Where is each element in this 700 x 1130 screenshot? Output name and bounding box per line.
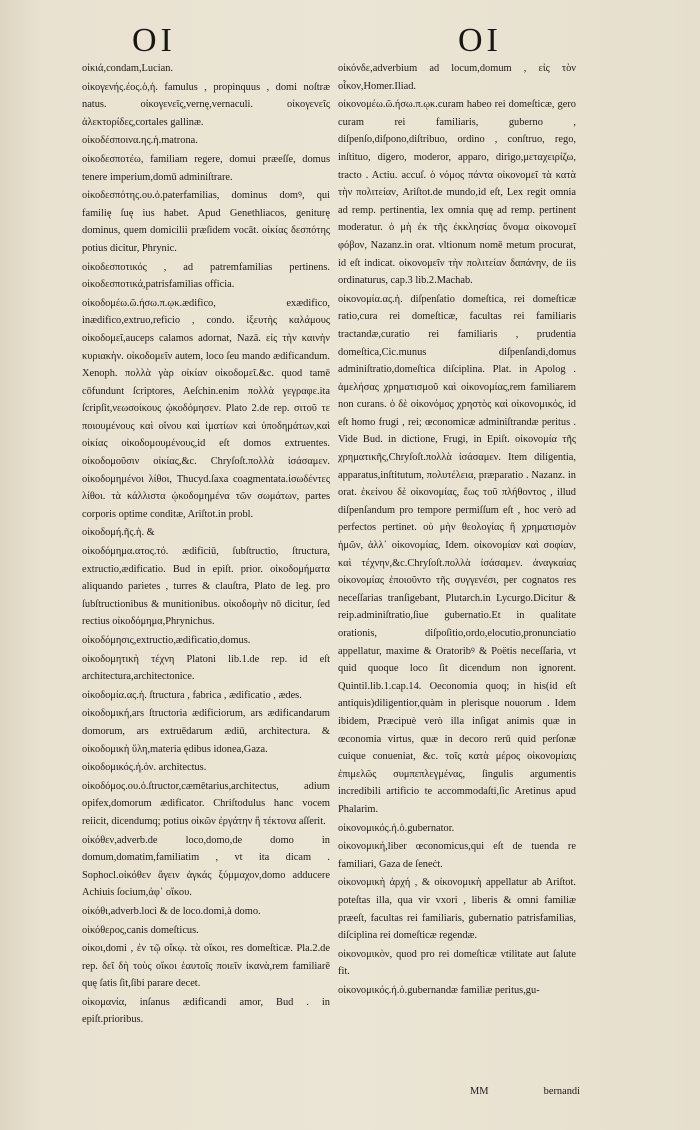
dictionary-entry: οἰκοδομικός.ἡ.ὁν. architectus.	[82, 762, 207, 774]
dictionary-entry: οἰκονομική,liber œconomicus,qui eſt de tuenda re familiari, Gaza de ſeneċt.	[338, 841, 576, 870]
dictionary-entry: οἰκοδεσποτικός , ad patremfamilias pertinens. οἰκοδεσποτικά,patrisfamilias officia.	[82, 261, 330, 291]
dictionary-entry: οἰκόθεν,adverb.de loco,domo,de domo in domum,domatim,familiatim , vt ita dicam . Sophocl.οἰκόθεν ἄγειν ἀγκάς ξύμμαχον,domo adducere Achiuis ſocium,ἀφ᾽ οἴκου.	[82, 834, 330, 899]
dictionary-entry: οἰκοδομία.ας.ἡ. ſtructura , fabrica , ædificatio , ædes.	[82, 689, 302, 701]
dictionary-entry: οἰκοδομή.ῆς.ἡ. &	[82, 527, 155, 539]
running-head-left: OI	[132, 22, 176, 59]
dictionary-entry: οἰκοδόμησις,extructio,ædificatio,domus.	[82, 635, 251, 646]
page-footer	[470, 1086, 580, 1097]
running-head-right: OI	[458, 22, 502, 59]
right-column	[338, 60, 576, 1000]
dictionary-entry: οἰκοδομέω.ῶ.ήσω.π.ῳκ.ædifico, exædifico, inædifico,extruo,reficio , condo. ἰξευτὴς καλάμους οἰκοδομεῖ,auceps calamos adornat, Nazā. εἰς τὴν καινὴν κυριακὴν. οἰκοδομεῖν autem, loco ſeu mando ædificandum. Xenoph. πολλὰ γὰρ οἰκίαν οἰκοδομεῖ.&c. quod tamē cōfundunt ſcriptores, Aeſchin.enim πολλὰ γεγραφε.ita ſcripſit,νεωσοίκους ᾠκοδόμησεν. Plato 2.de rep. σιτοῦ τε ποιουμένους καὶ οἴνου καὶ ἱματίων καὶ ὑποδημάτων,καὶ οἰκίας οἰκοδομουμένους,id eſt domos extruentes. οἰκοδομοῦσιν οἰκίας,&c. Chryſoſt.πολλὰ ἰσάσαμεν. οἰκοδομημένοι λίθοι, Thucyd.ſaxa coagmentata.ἰσωδέντες λίθοι. τὰ κάλλιστα ᾠκοδομημένα τῶν σωμάτων, partes corporis optime conditæ, Ariſtot.in probl.	[82, 297, 330, 520]
dictionary-entry: οἰκοδεσπότης.ου.ὁ.paterfamilias, dominus domꝰ, qui familię ſuę ius habet. Apud Genethliacos, geniturę dominus, quem domicilii præſidem vocāt. οἰκίας δεσπότης potius dicitur, Phrynic.	[82, 190, 330, 254]
dictionary-entry: οἰκονομικός.ἡ.ὁ.gubernandæ familiæ peritus,gu-	[338, 984, 540, 996]
dictionary-entry: οἰκιά,condam,Lucian.	[82, 63, 173, 74]
dictionary-entry: οἰκοδόμος.ου.ὁ.ſtructor,cæmētarius,architectus, adium opifex,domorum ædificator. Chriſtodulus hanc vocem reiicit, dicendumq; potius οἰκῶν ἐργάτην ἢ τέκτονα aſſerit.	[82, 780, 330, 827]
dictionary-entry: οἰκοδόμημα.ατος.τό. ædificiū, ſubſtructio, ſtructura, extructio,ædificatio. Bud in epiſt. prior. οἰκοδομήματα aliquando parietes , turres & clauſtra, Plato de leg. pro ſubſtructionibus & munitionibus. οἰκοδομὴν nō dicitur, ſed rectius οἰκοδόμημα,Phrynichus.	[82, 546, 330, 628]
dictionary-entry: οἰκονομία.ας.ἡ. diſpenſatio domeſtica, rei domeſticæ ratio,cura rei domeſticæ, facultas rei familiaris tractandæ,curatio rei familiaris , prudentia domeſtica,Cic.munus diſpenſandi,domus adminiſtratio,domeſtica diſciplina. Plat. in Apolog . ἀμελήσας χρηματισμοῦ καὶ οἰκονομίας,rem familiarem non curans. ὁ δὲ οἰκονόμος χρηστὸς καὶ οἰκονομικός, id eſt homo frugi , rei; œconomicæ adminiſtrandæ peritus . Vide Bud. in dictione, Frugi, in Epiſt. οἰκονομία τῆς χρηματικῆς,Chryſoſt.πολλὰ ἰσάσαμεν. Item diligentia, apparatus,inſtitutum, πολυτέλεια, præparatio . Nazanz. in orat. ἐκείνου δὲ οἰκονομίας, ἕως τοῦ πλήθοντος , illud diſpenſandum pro tempore permiſſum eſt , hoc verò ad perfectos pertinet. οὐ μὴν θεολογίας ἢ χρηματισμὸν ἡμῶν, ἀλλ᾽ οἰκονομίας, Idem. οἰκονομίαν καὶ σοφίαν, καὶ τέχνην,&c.Chryſoſt.πολλὰ ἰσάσαμεν. ἀναγκαίας οἰκονομίας ἐποιοῦντο τῆς συγγενέσι, per cognatos res neceſſarias tranſigebant, Plutarch.in Lycurgo.Dicitur & reip.adminiſtratio,ſiue gubernatio.Et in qualitate orationis, diſpoſitio,ordo,elocutio,pronunciatio appellatur, maxime & Oratoribꝰ & Poëtis neceſſaria, vt quid quoque loco ſit dicendum non ignorent. Quintil.lib.1.cap.14. Oeconomia quoq; in his(id eſt antiquis)diligentior,quàm in plerisque nouorum . Idem ibidem, Præcipuè verò illa inſigat animis quæ in œconomia virtus, quæ in decoro rerū quid perſonæ cuique conueniat, &c. τοῖς κατὰ μέρος οἰκονομίαις ἐπιμελῶς συμπεπλεγμένας, ſingulis argumentis incredibili artificio te accommodaſti,ſic Aretinus apud Phalarim.	[338, 293, 576, 815]
dictionary-entry: οἰκογενής.έος.ὁ,ἡ. famulus , propinquus , domi noſtræ natus. οἰκογενεῖς,vernę,vernaculi. οἰκογενεῖς ἀλεκτορίδες,cortales gallinæ.	[82, 81, 330, 128]
dictionary-entry: οἰκονομέω.ῶ.ήσω.π.ῳκ.curam habeo rei domeſticæ, gero curam rei familiaris, guberno , diſpenſo,diſpono,diſtribuo, ordino , conſtruo, rego, inſtituo, digero, moderor, apparo, dirigo,μεταχειρίζω, tracto . Actiu. accuſ. ὁ νόμος πάντα οἰκονομεῖ τὰ κατὰ τὴν πολιτείαν, Ariſtot.de mundo,id eſt, Lex regit omnia ad remp. pertinentia, lex omnia quę ad remp. pertinent moderatur. ὁ μὴ ἐκ τῆς ἐκκλησίας ὄνομα οἰκονομεῖ φόβον, Nazanz.in orat. vltionum nomē metum procurat, id eſt indicat. οἰκονομεῖν τὴν πολιτείαν δαπάνην, de iis ordinaturus, cap.3 lib.2.Machab.	[338, 99, 576, 287]
dictionary-entry: οἰκοδέσποινα.ης.ἡ.matrona.	[82, 135, 198, 147]
dictionary-entry: οἰκοδομική,ars ſtructoria ædificiorum, ars ædificandarum domorum, ars extruēdarum ædiū, architectura. & οἰκοδομικὴ ὕλη,materia ędibus idonea,Gaza.	[82, 708, 330, 755]
dictionary-entry: οἰκονομικὴ ἀρχή , & οἰκονομικὴ appellatur ab Ariſtot. poteſtas illa, qua vir vxori , liberis & omni familiæ præeſt, facultas rei familiaris, gubernatio patrisfamilias, diſciplina rei domeſticæ regendæ.	[338, 877, 576, 942]
dictionary-entry: οἰκομανία, inſanus ædificandi amor, Bud . in epiſt.prioribus.	[82, 996, 330, 1026]
dictionary-entry: οἰκόθερος,canis domeſticus.	[82, 924, 199, 936]
signature-mark: MM	[470, 1086, 489, 1097]
dictionary-entry: οἰκόθι,adverb.loci & de loco.domi,à domo.	[82, 905, 261, 917]
dictionary-entry: οἰκόνδε,adverbium ad locum,domum , εἰς τὸν οἶκον,Homer.Iliad.	[338, 63, 576, 92]
catchword: bernandi	[543, 1086, 580, 1097]
dictionary-entry: οἰκονομικός.ἡ.ὁ.gubernator.	[338, 822, 455, 834]
dictionary-entry: οἰκοδομητικὴ τέχνη Platoni lib.1.de rep. id eſt architectura,architectonice.	[82, 653, 330, 683]
dictionary-entry: οἰκονομικὸν, quod pro rei domeſticæ vtilitate aut ſalute fit.	[338, 948, 576, 978]
left-column	[82, 60, 330, 1030]
dictionary-entry: οἰκοδεσποτέω, familiam regere, domui præeſſe, domus tenere imperium,domū adminiſtrare.	[82, 153, 330, 183]
dictionary-entry: οἰκοι,domi , ἐν τῷ οἴκῳ. τὰ οἴκοι, res domeſticæ. Pla.2.de rep. δεῖ δὴ τοὺς οἴκοι ἑαυτοῖς ποιεῖν ἱκανὰ,rem familiarē quę ſatis ſit,ſibi parare decet.	[82, 943, 330, 990]
